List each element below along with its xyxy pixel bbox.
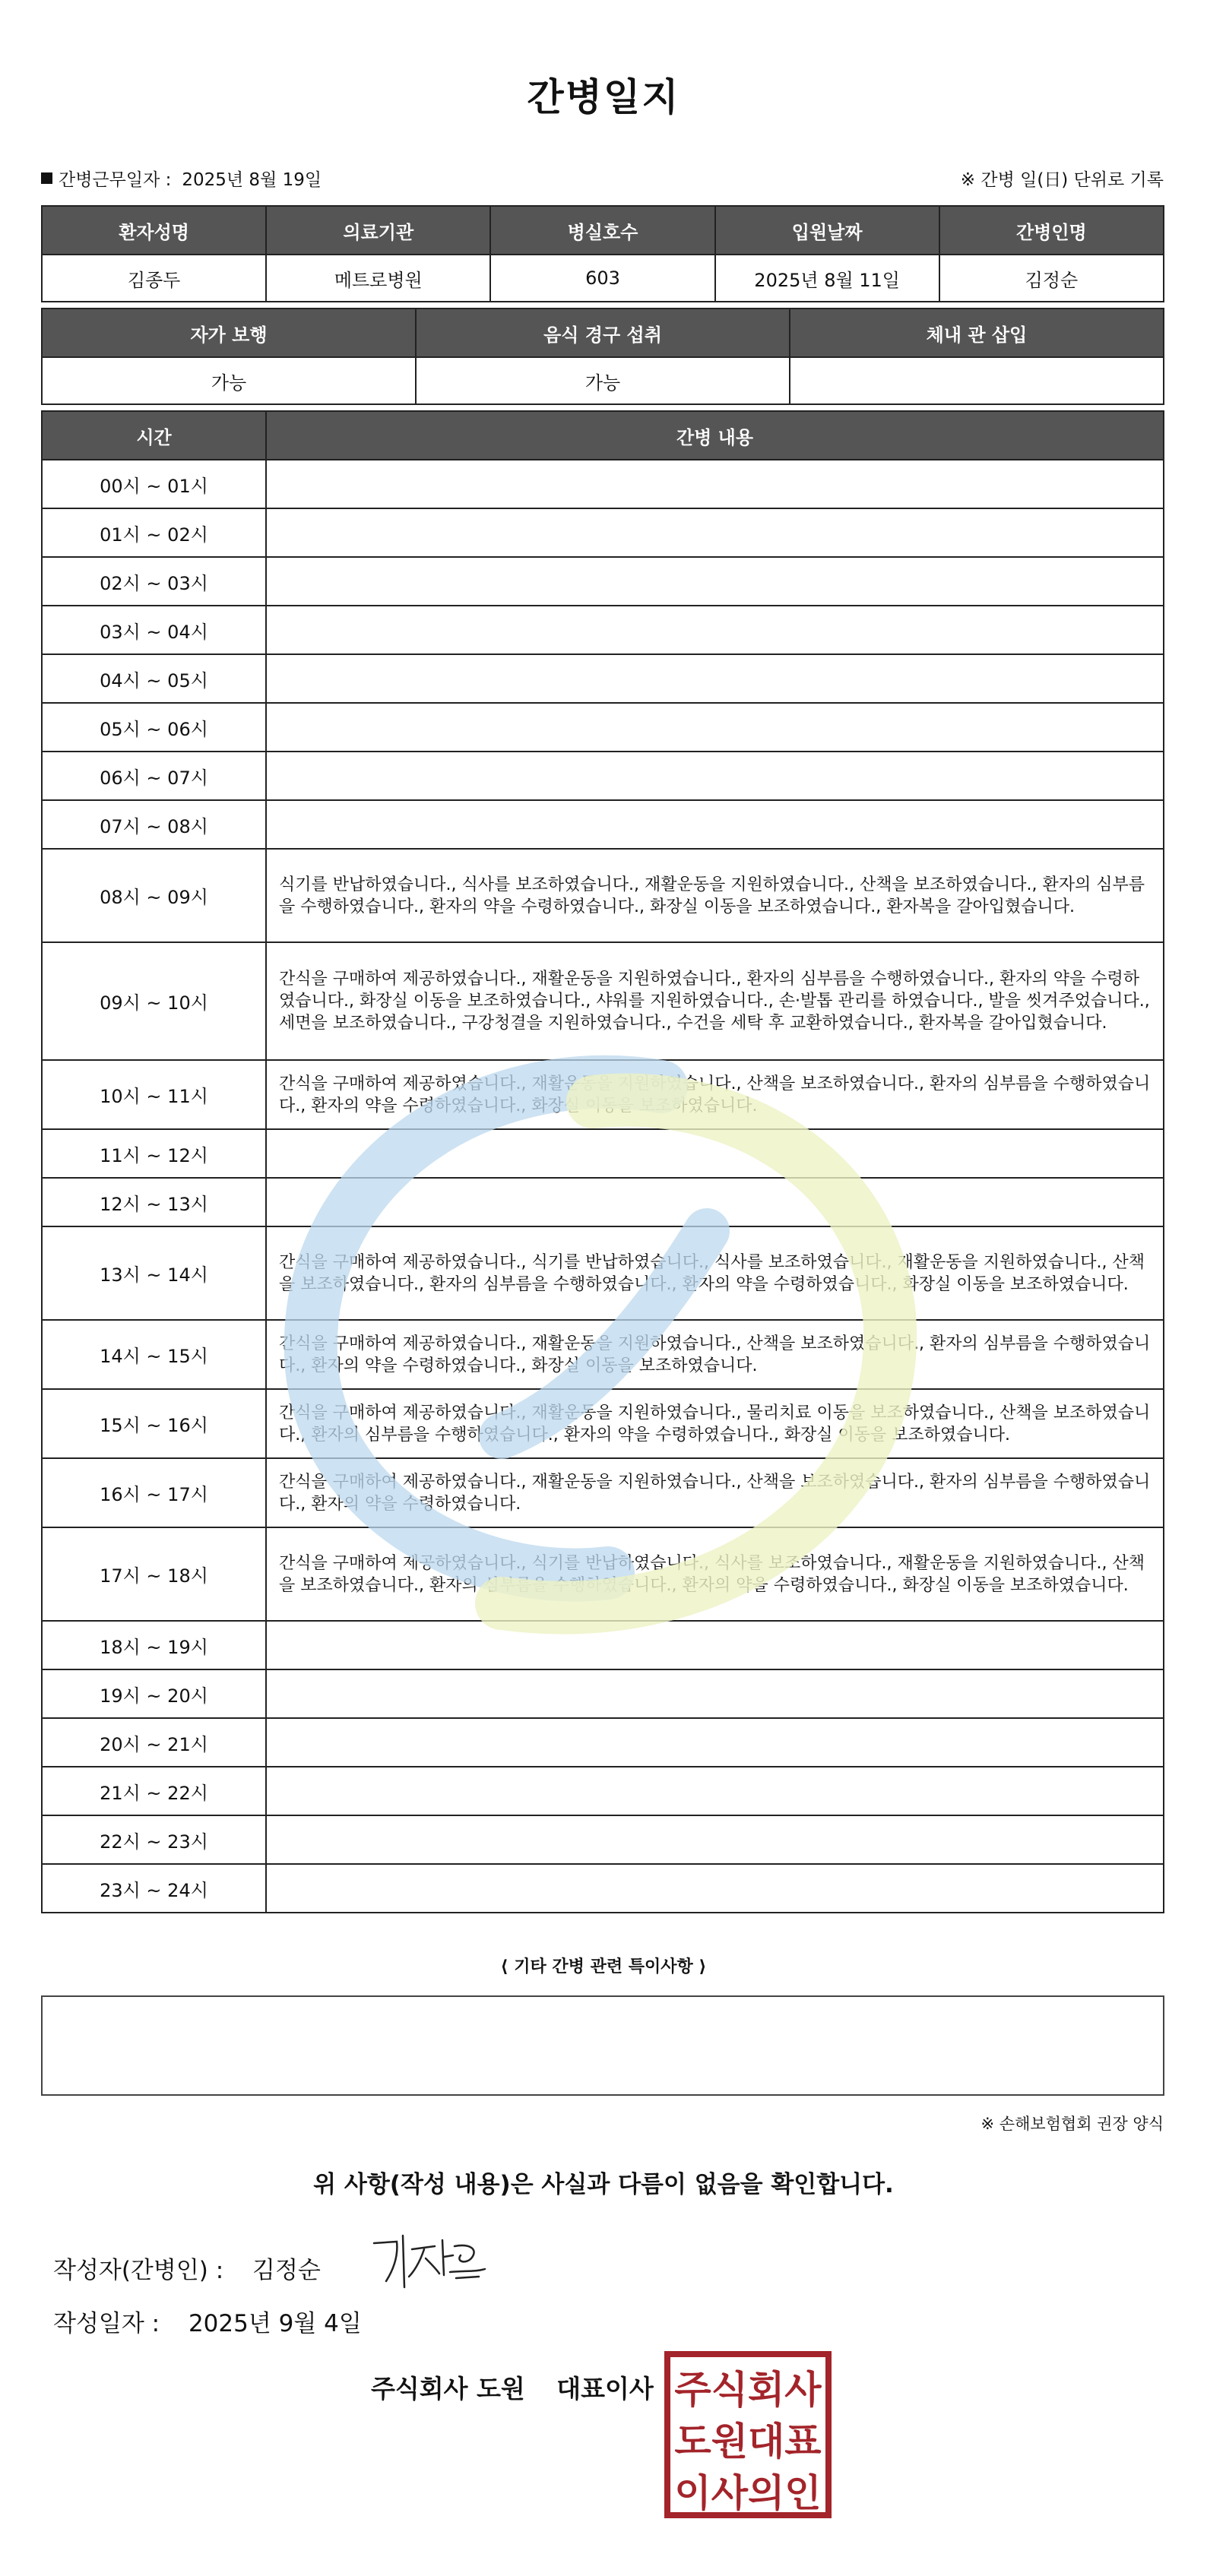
- table-row: [42, 1621, 1164, 1669]
- table-row: [42, 606, 1164, 654]
- table-row: [42, 1389, 1164, 1458]
- care-content: 간식을 구매하여 제공하였습니다., 재활운동을 지원하였습니다., 산책을 보조하였습니다., 환자의 심부름을 수행하였습니다., 환자의 약을 수령하였습니다., 화장실 이동을 보조하였습니다.: [266, 1320, 1164, 1389]
- time-slot: 10시 ~ 11시: [42, 1060, 266, 1129]
- time-slot: 20시 ~ 21시: [42, 1718, 266, 1767]
- table-row: [42, 460, 1164, 508]
- time-slot: 06시 ~ 07시: [42, 752, 266, 800]
- self-walking-value: 가능: [42, 357, 416, 404]
- care-content: [266, 654, 1164, 703]
- ability-value-row: [42, 357, 1164, 404]
- time-slot: 22시 ~ 23시: [42, 1815, 266, 1864]
- table-row: [42, 1129, 1164, 1178]
- care-log-body: [42, 460, 1164, 1913]
- time-slot: 14시 ~ 15시: [42, 1320, 266, 1389]
- time-slot: 17시 ~ 18시: [42, 1527, 266, 1621]
- writer-name: 김정순: [252, 2257, 321, 2284]
- table-row: [42, 1669, 1164, 1718]
- table-row: [42, 1458, 1164, 1527]
- time-slot: 23시 ~ 24시: [42, 1864, 266, 1913]
- time-slot: 16시 ~ 17시: [42, 1458, 266, 1527]
- written-date-line: [53, 2304, 362, 2338]
- document-title: 간병일지: [527, 75, 680, 119]
- table-row: [42, 1864, 1164, 1913]
- seal-text-row-2: 도원대표: [674, 2419, 822, 2464]
- time-slot: 18시 ~ 19시: [42, 1621, 266, 1669]
- time-slot: 09시 ~ 10시: [42, 942, 266, 1060]
- care-content: [266, 606, 1164, 654]
- care-content: [266, 1621, 1164, 1669]
- table-row: [42, 1178, 1164, 1226]
- recommend-note: ※ 손해보험협회 권장 양식: [980, 2115, 1164, 2133]
- care-content: 간식을 구매하여 제공하였습니다., 식기를 반납하였습니다., 식사를 보조하였습니다., 재활운동을 지원하였습니다., 산책을 보조하였습니다., 환자의 심부름을 수행하였습니다., 환자의 약을 수령하였습니다., 화장실 이동을 보조하였습니다.: [266, 1527, 1164, 1621]
- care-log-header-row: [42, 411, 1164, 460]
- table-row: [42, 1527, 1164, 1621]
- table-row: [42, 1320, 1164, 1389]
- writer-label: 작성자(간병인) :: [53, 2257, 224, 2284]
- time-slot: 11시 ~ 12시: [42, 1129, 266, 1178]
- oral-intake-value: 가능: [416, 357, 790, 404]
- header-tube-insertion: 체내 관 삽입: [790, 309, 1164, 357]
- care-content: [266, 1129, 1164, 1178]
- patient-info-table: [41, 205, 1164, 302]
- table-row: [42, 1226, 1164, 1320]
- ability-header-row: [42, 309, 1164, 357]
- time-slot: 04시 ~ 05시: [42, 654, 266, 703]
- header-time: 시간: [42, 411, 266, 460]
- table-row: [42, 557, 1164, 606]
- header-patient-name: 환자성명: [42, 206, 266, 255]
- bullet-square-icon: [41, 172, 52, 184]
- company-line: [371, 2369, 654, 2405]
- care-content: 간식을 구매하여 제공하였습니다., 재활운동을 지원하였습니다., 산책을 보조하였습니다., 환자의 심부름을 수행하였습니다., 환자의 약을 수령하였습니다., 화장실 이동을 보조하였습니다.: [266, 1060, 1164, 1129]
- header-caregiver-name: 간병인명: [939, 206, 1164, 255]
- table-row: [42, 508, 1164, 557]
- time-slot: 12시 ~ 13시: [42, 1178, 266, 1226]
- care-content: [266, 703, 1164, 752]
- care-content: [266, 557, 1164, 606]
- table-row: [42, 849, 1164, 942]
- care-content: [266, 1669, 1164, 1718]
- seal-text-row-1: 주식회사: [674, 2368, 822, 2412]
- confirm-statement: 위 사항(작성 내용)은 사실과 다름이 없음을 확인합니다.: [313, 2171, 894, 2198]
- patient-info-value-row: [42, 255, 1164, 302]
- company-name: 주식회사 도원: [371, 2374, 525, 2404]
- time-slot: 15시 ~ 16시: [42, 1389, 266, 1458]
- time-slot: 00시 ~ 01시: [42, 460, 266, 508]
- hospital-name: 메트로병원: [266, 255, 490, 302]
- care-content: 식기를 반납하였습니다., 식사를 보조하였습니다., 재활운동을 지원하였습니다., 산책을 보조하였습니다., 환자의 심부름을 수행하였습니다., 환자의 약을 수령하였습니다., 화장실 이동을 보조하였습니다., 환자복을 갈아입혔습니다.: [266, 849, 1164, 942]
- handwritten-signature: [365, 2226, 494, 2295]
- patient-ability-table: [41, 308, 1164, 405]
- header-hospital: 의료기관: [266, 206, 490, 255]
- patient-name: 김종두: [42, 255, 266, 302]
- table-row: [42, 942, 1164, 1060]
- admission-date: 2025년 8월 11일: [715, 255, 939, 302]
- header-room: 병실호수: [490, 206, 714, 255]
- caregiver-name: 김정순: [939, 255, 1164, 302]
- time-slot: 03시 ~ 04시: [42, 606, 266, 654]
- written-date-label: 작성일자 :: [53, 2310, 160, 2337]
- care-content: [266, 460, 1164, 508]
- table-row: [42, 1767, 1164, 1815]
- patient-info-header-row: [42, 206, 1164, 255]
- header-admission-date: 입원날짜: [715, 206, 939, 255]
- care-content: [266, 1864, 1164, 1913]
- table-row: [42, 1718, 1164, 1767]
- care-content: 간식을 구매하여 제공하였습니다., 식기를 반납하였습니다., 식사를 보조하였습니다., 재활운동을 지원하였습니다., 산책을 보조하였습니다., 환자의 심부름을 수행하였습니다., 환자의 약을 수령하였습니다., 화장실 이동을 보조하였습니다.: [266, 1226, 1164, 1320]
- work-date-value: 2025년 8월 19일: [182, 170, 322, 190]
- time-slot: 19시 ~ 20시: [42, 1669, 266, 1718]
- care-content: 간식을 구매하여 제공하였습니다., 재활운동을 지원하였습니다., 환자의 심부름을 수행하였습니다., 환자의 약을 수령하였습니다., 화장실 이동을 보조하였습니다., 샤워를 지원하였습니다., 손·발톱 관리를 하였습니다., 발을 씻겨주었습니다., 세면을 보조하였습니다., 구강청결을 지원하였습니다., 수건을 세탁 후 교환하였습니다., 환자복을 갈아입혔습니다.: [266, 942, 1164, 1060]
- care-content: [266, 508, 1164, 557]
- company-title: 대표이사: [556, 2374, 654, 2404]
- time-slot: 08시 ~ 09시: [42, 849, 266, 942]
- room-number: 603: [490, 255, 714, 302]
- table-row: [42, 1815, 1164, 1864]
- time-slot: 07시 ~ 08시: [42, 800, 266, 849]
- seal-text-row-3: 이사의인: [674, 2471, 822, 2515]
- work-date: [41, 166, 322, 191]
- company-seal-stamp: [663, 2350, 833, 2520]
- time-slot: 02시 ~ 03시: [42, 557, 266, 606]
- header-self-walking: 자가 보행: [42, 309, 416, 357]
- care-content: [266, 1767, 1164, 1815]
- header-care-content: 간병 내용: [266, 411, 1164, 460]
- time-slot: 01시 ~ 02시: [42, 508, 266, 557]
- table-row: [42, 800, 1164, 849]
- table-row: [42, 1060, 1164, 1129]
- care-content: [266, 1178, 1164, 1226]
- time-slot: 05시 ~ 06시: [42, 703, 266, 752]
- table-row: [42, 752, 1164, 800]
- care-log-table: [41, 410, 1164, 1913]
- time-slot: 21시 ~ 22시: [42, 1767, 266, 1815]
- table-row: [42, 703, 1164, 752]
- notes-title: ⟨ 기타 간병 관련 특이사항 ⟩: [500, 1957, 707, 1976]
- care-content: [266, 752, 1164, 800]
- care-content: 간식을 구매하여 제공하였습니다., 재활운동을 지원하였습니다., 산책을 보조하였습니다., 환자의 심부름을 수행하였습니다., 환자의 약을 수령하였습니다.: [266, 1458, 1164, 1527]
- header-oral-intake: 음식 경구 섭취: [416, 309, 790, 357]
- writer-line: [53, 2251, 321, 2285]
- time-slot: 13시 ~ 14시: [42, 1226, 266, 1320]
- care-content: 간식을 구매하여 제공하였습니다., 재활운동을 지원하였습니다., 물리치료 이동을 보조하였습니다., 산책을 보조하였습니다., 환자의 심부름을 수행하였습니다., 환자의 약을 수령하였습니다., 화장실 이동을 보조하였습니다.: [266, 1389, 1164, 1458]
- written-date-value: 2025년 9월 4일: [188, 2310, 362, 2337]
- notes-box: [41, 1995, 1164, 2096]
- care-content: [266, 800, 1164, 849]
- unit-note: ※ 간병 일(日) 단위로 기록: [960, 170, 1164, 190]
- work-date-label: 간병근무일자 :: [59, 170, 172, 190]
- table-row: [42, 654, 1164, 703]
- care-content: [266, 1718, 1164, 1767]
- care-content: [266, 1815, 1164, 1864]
- tube-insertion-value: [790, 357, 1164, 404]
